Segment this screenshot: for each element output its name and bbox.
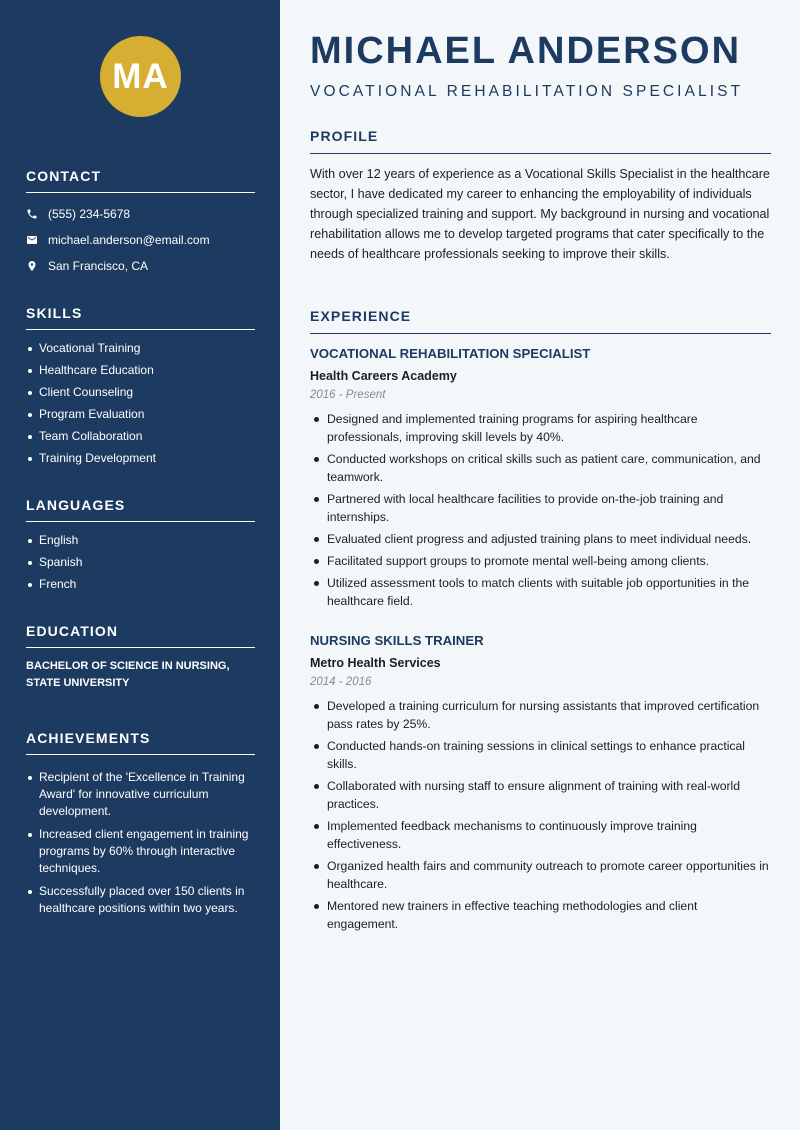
location-text: San Francisco, CA (48, 259, 149, 273)
job-bullet: Partnered with local healthcare facilities to provide on-the-job training and internships. (310, 490, 771, 526)
job-bullet: Implemented feedback mechanisms to continuously improve training effectiveness. (310, 817, 771, 853)
email-text: michael.anderson@email.com (48, 233, 210, 247)
job-entry (310, 633, 771, 937)
job-dates: 2014 - 2016 (310, 676, 372, 688)
job-bullet: Conducted hands-on training sessions in clinical settings to enhance practical skills. (310, 737, 771, 773)
phone-icon (26, 208, 48, 220)
profile-text: With over 12 years of experience as a Vocational Skills Specialist in the healthcare sector, I have dedicated my career to enhancing the employability of individuals through specialized training and support. My background in nursing and vocational rehabilitation allows me to develop targeted programs that cater specifically to the needs of healthcare professionals seeking to improve their skills. (310, 167, 770, 261)
skill-item: Team Collaboration (26, 428, 255, 445)
contact-email (26, 227, 255, 253)
skills-list (26, 340, 255, 467)
job-dates: 2016 - Present (310, 389, 386, 401)
achievements-section (26, 730, 255, 923)
contact-heading: CONTACT (26, 168, 255, 193)
job-bullet: Organized health fairs and community outreach to promote career opportunities in healthcare. (310, 857, 771, 893)
skill-item: Vocational Training (26, 340, 255, 357)
profile-heading: PROFILE (310, 128, 771, 154)
achievement-item: Recipient of the 'Excellence in Training Award' for innovative curriculum development. (26, 769, 255, 820)
job-company: Health Careers Academy (310, 369, 457, 383)
experience-heading: EXPERIENCE (310, 308, 771, 334)
language-item: Spanish (26, 554, 255, 571)
job-company: Metro Health Services (310, 656, 441, 670)
skills-section (26, 305, 255, 472)
job-bullets (310, 697, 771, 933)
education-heading: EDUCATION (26, 623, 255, 648)
skill-item: Program Evaluation (26, 406, 255, 423)
achievement-item: Increased client engagement in training programs by 60% through interactive techniques. (26, 826, 255, 877)
languages-section (26, 497, 255, 598)
job-bullet: Designed and implemented training programs for aspiring healthcare professionals, improving skill levels by 40%. (310, 410, 771, 446)
experience-section (310, 308, 771, 334)
skill-item: Client Counseling (26, 384, 255, 401)
job-bullet: Mentored new trainers in effective teaching methodologies and client engagement. (310, 897, 771, 933)
achievements-list (26, 769, 255, 917)
languages-list (26, 532, 255, 593)
skill-item: Training Development (26, 450, 255, 467)
achievements-heading: ACHIEVEMENTS (26, 730, 255, 755)
phone-text: (555) 234-5678 (48, 207, 131, 221)
candidate-name: MICHAEL ANDERSON (310, 30, 742, 72)
job-bullet: Evaluated client progress and adjusted training plans to meet individual needs. (310, 530, 771, 548)
contact-section (26, 168, 255, 279)
mail-icon (26, 234, 48, 246)
education-degree: BACHELOR OF SCIENCE IN NURSING, STATE UNIVERSITY (26, 660, 230, 689)
profile-section (310, 128, 771, 264)
job-bullet: Utilized assessment tools to match clients with suitable job opportunities in the healthcare field. (310, 574, 771, 610)
job-role: NURSING SKILLS TRAINER (310, 633, 484, 648)
job-bullets (310, 410, 771, 610)
skills-heading: SKILLS (26, 305, 255, 330)
location-pin-icon (26, 260, 48, 272)
job-bullet: Facilitated support groups to promote mental well-being among clients. (310, 552, 771, 570)
languages-heading: LANGUAGES (26, 497, 255, 522)
achievement-item: Successfully placed over 150 clients in healthcare positions within two years. (26, 883, 255, 917)
avatar: MA (100, 36, 181, 117)
job-bullet: Conducted workshops on critical skills such as patient care, communication, and teamwork. (310, 450, 771, 486)
contact-phone (26, 201, 255, 227)
candidate-title: VOCATIONAL REHABILITATION SPECIALIST (310, 83, 744, 100)
skill-item: Healthcare Education (26, 362, 255, 379)
education-section (26, 623, 255, 692)
contact-location (26, 253, 255, 279)
job-entry (310, 346, 771, 614)
language-item: English (26, 532, 255, 549)
language-item: French (26, 576, 255, 593)
sidebar (0, 0, 280, 1130)
job-role: VOCATIONAL REHABILITATION SPECIALIST (310, 346, 591, 361)
job-bullet: Collaborated with nursing staff to ensure alignment of training with real-world practices. (310, 777, 771, 813)
job-bullet: Developed a training curriculum for nursing assistants that improved certification pass rates by 25%. (310, 697, 771, 733)
